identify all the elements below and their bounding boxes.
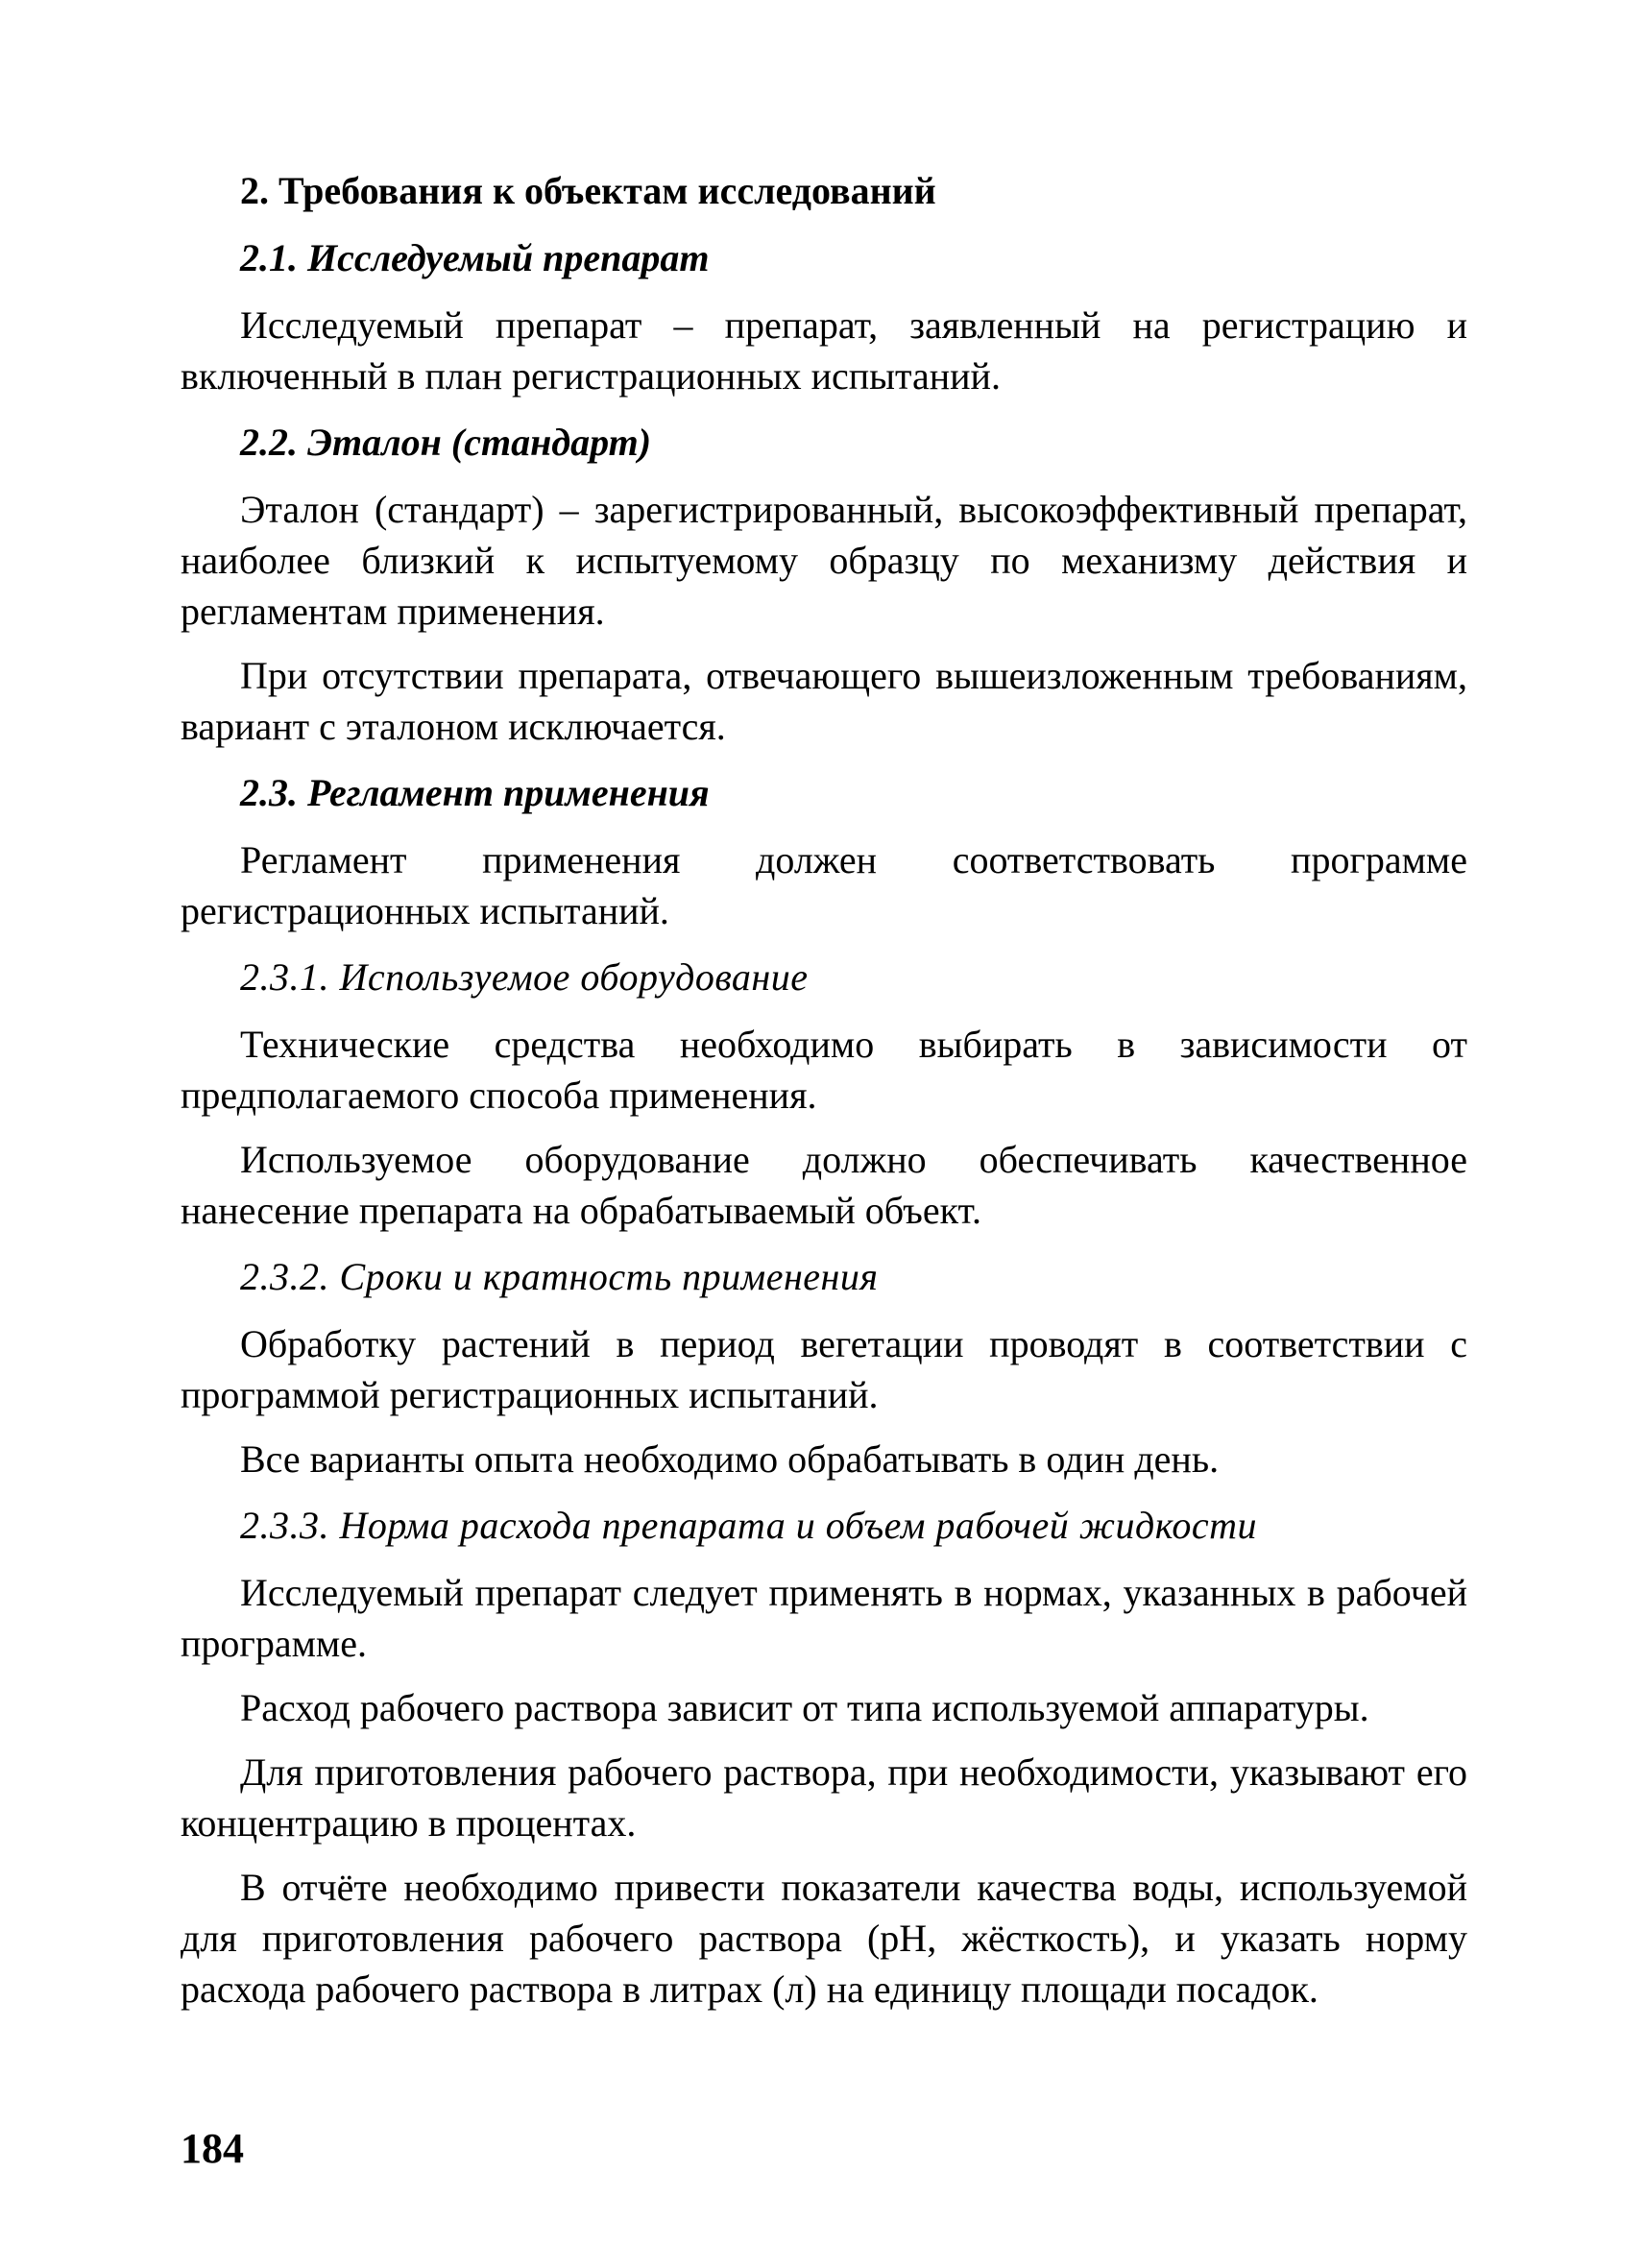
heading-2-3-3: 2.3.3. Норма расхода препарата и объем рабочей жидкости	[240, 1504, 1258, 1547]
heading-2-3-2: 2.3.2. Сроки и кратность применения	[240, 1255, 879, 1298]
paragraph: Технические средства необходимо выбирать в зависимости от предполагаемого способа применения.	[181, 1023, 1467, 1117]
paragraph: Эталон (стандарт) – зарегистрированный, высокоэффективный препарат, наиболее близкий к испытуемому образцу по механизму действия и регламентам применения.	[181, 488, 1467, 633]
heading-2-3-1: 2.3.1. Используемое оборудование	[240, 955, 809, 999]
heading-2-1: 2.1. Исследуемый препарат	[240, 236, 710, 279]
heading-2-2: 2.2. Эталон (стандарт)	[240, 421, 652, 464]
paragraph: Исследуемый препарат следует применять в нормах, указанных в рабочей программе.	[181, 1571, 1467, 1665]
paragraph: В отчёте необходимо привести показатели качества воды, используемой для приготовления рабочего раствора (pH, жёсткость), и указать норму расхода рабочего раствора в литрах (л) на единицу площади посадок.	[181, 1866, 1467, 2011]
heading-2-3: 2.3. Регламент применения	[240, 771, 710, 814]
paragraph: Расход рабочего раствора зависит от типа используемой аппаратуры.	[240, 1686, 1369, 1729]
section-title: 2. Требования к объектам исследований	[240, 169, 936, 212]
paragraph: При отсутствии препарата, отвечающего вышеизложенным требованиям, вариант с эталоном исключается.	[181, 654, 1467, 748]
page-number: 184	[181, 2125, 244, 2172]
paragraph: Исследуемый препарат – препарат, заявленный на регистрацию и включенный в план регистрационных испытаний.	[181, 303, 1467, 398]
paragraph: Все варианты опыта необходимо обрабатывать в один день.	[240, 1437, 1220, 1481]
paragraph: Используемое оборудование должно обеспечивать качественное нанесение препарата на обрабатываемый объект.	[181, 1138, 1467, 1232]
paragraph: Обработку растений в период вегетации проводят в соответствии с программой регистрационных испытаний.	[181, 1322, 1467, 1416]
paragraph: Для приготовления рабочего раствора, при необходимости, указывают его концентрацию в процентах.	[181, 1750, 1467, 1845]
page-body	[181, 163, 1467, 2028]
paragraph: Регламент применения должен соответствовать программе регистрационных испытаний.	[181, 838, 1467, 932]
